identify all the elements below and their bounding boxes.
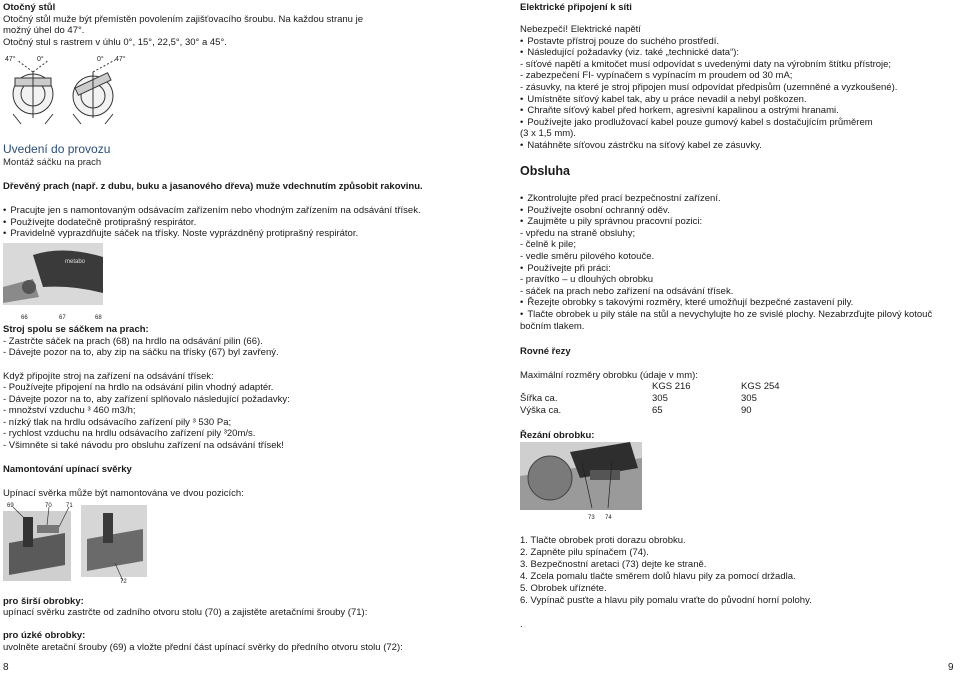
- extraction-line: - rychlost vzduchu na hrdlu odsávacího zařízení pily ³20m/s.: [3, 428, 256, 439]
- table-cell: Šířka ca.: [520, 393, 558, 404]
- table-cell: 65: [652, 405, 663, 416]
- angle-label: 47°: [5, 56, 16, 63]
- step-item: 1. Tlačte obrobek proti dorazu obrobku.: [520, 535, 686, 546]
- electrical-item: • Postavte přístroj pouze do suchého prostředí.: [520, 36, 719, 48]
- cutting-figure: [520, 442, 642, 522]
- angle-label: 47°: [115, 56, 126, 63]
- electrical-title: Elektrické připojení k síti: [520, 2, 632, 13]
- operation-item: • Používejte osobní ochranný oděv.: [520, 205, 670, 217]
- step-item: 2. Zapněte pilu spínačem (74).: [520, 547, 649, 558]
- electrical-item: - zabezpečení FI- vypínačem s vypínacím m proudem od 30 mA;: [520, 70, 793, 82]
- bag-mount-line: - Dávejte pozor na to, aby zip na sáčku na třísky (67) byl zavřený.: [3, 347, 279, 358]
- electrical-item: • Natáhněte síťovou zástrčku na síťový kabel ze zásuvky.: [520, 140, 762, 152]
- part-number: 70: [45, 503, 52, 509]
- part-number: 71: [66, 503, 73, 509]
- step-item: 4. Zcela pomalu tlačte směrem dolů hlavu pily za pomocí držadla.: [520, 571, 796, 582]
- rotary-text-line: Otočný stul s rastrem v úhlu 0°, 15°, 22,5°, 30° a 45°.: [3, 37, 227, 48]
- table-cell: 305: [652, 393, 668, 404]
- clamp-title: Namontování upínací svěrky: [3, 464, 132, 475]
- angle-label: 0°: [97, 56, 104, 63]
- operation-item: • Zaujměte u pily správnou pracovní pozici:: [520, 216, 702, 228]
- extraction-line: - Používejte připojení na hrdlo na odsávání pilin vhodný adaptér.: [3, 382, 274, 393]
- rotary-table-figure: [3, 52, 133, 132]
- bag-mount-title: Stroj spolu se sáčkem na prach:: [3, 324, 149, 335]
- extraction-line: - množství vzduchu ³ 460 m3/h;: [3, 405, 136, 416]
- extraction-line: - Všimněte si také návodu pro obsluhu zařízení na odsávání třísek!: [3, 440, 284, 451]
- rotary-table-title: Otočný stůl: [3, 2, 56, 13]
- startup-title: Uvedení do provozu: [3, 142, 111, 156]
- operation-item: - sáček na prach nebo zařízení na odsávání třísek.: [520, 285, 734, 297]
- extraction-line: Když připojíte stroj na zařízení na odsávání třísek:: [3, 371, 214, 382]
- part-number: 74: [605, 515, 612, 521]
- brand-logo: metabo: [65, 259, 86, 265]
- clamp-figure: [3, 503, 153, 585]
- part-number: 67: [59, 315, 66, 321]
- extraction-line: - Dávejte pozor na to, aby zařízení splňovalo následující požadavky:: [3, 394, 290, 405]
- straight-cuts-title: Rovné řezy: [520, 346, 571, 357]
- operation-item: - čelně k pile;: [520, 239, 576, 251]
- page-number-left: 8: [3, 662, 9, 673]
- part-number: 72: [120, 579, 127, 585]
- rotary-text-line: možný úhel do 47°.: [3, 25, 85, 36]
- step-item: 3. Bezpečnostní aretaci (73) dejte ke straně.: [520, 559, 707, 570]
- operation-item: - vpředu na straně obsluhy;: [520, 227, 636, 239]
- narrow-workpiece-title: pro úzké obrobky:: [3, 630, 86, 641]
- extraction-line: - nízký tlak na hrdlu odsávacího zařízení pily ³ 530 Pa;: [3, 417, 232, 428]
- trailing-dot: .: [520, 619, 523, 630]
- step-item: 5. Obrobek uříznéte.: [520, 583, 607, 594]
- wide-workpiece-text: upínací svěrku zastrčte od zadního otvoru stolu (70) a zajistěte aretačními šrouby (71):: [3, 607, 368, 618]
- clamp-intro: Upínací svěrka může být namontována ve dvou pozicích:: [3, 488, 244, 499]
- part-number: 69: [7, 503, 14, 509]
- dust-warning: Dřevěný prach (např. z dubu, buku a jasanového dřeva) muže vdechnutím způsobit rakovinu.: [3, 181, 423, 192]
- dust-bullet: • Používejte dodatečně protiprašný respirátor.: [3, 217, 196, 229]
- table-cell: 90: [741, 405, 752, 416]
- cutting-title: Řezání obrobku:: [520, 430, 595, 441]
- operation-item: • Používejte při práci:: [520, 263, 611, 275]
- dust-bullet: • Pravidelně vyprazdňujte sáček na třísky. Noste vyprázdněný protiprašný respirátor.: [3, 228, 358, 240]
- dust-bullet: • Pracujte jen s namontovaným odsávacím zařízením nebo vhodným zařízením na odsávání třísek.: [3, 205, 421, 217]
- electrical-item: • Umístněte síťový kabel tak, aby u práce nevadil a nebyl poškozen.: [520, 94, 807, 106]
- electrical-item: - síťové napětí a kmitočet musí odpovídat s uvedenými daty na výrobním štítku přístroje;: [520, 58, 892, 70]
- table-cell: 305: [741, 393, 757, 404]
- narrow-workpiece-text: uvolněte aretační šrouby (69) a vložte přední část upínací svěrky do předního otvoru stolu (72):: [3, 642, 403, 653]
- part-number: 73: [588, 515, 595, 521]
- operation-item: • Řezejte obrobky s takovými rozměry, které umožňují bezpečné zastavení pily.: [520, 297, 853, 309]
- electrical-item: • Používejte jako prodlužovací kabel pouze gumový kabel s dostačujícím průměrem: [520, 117, 873, 129]
- dimensions-title: Maximální rozměry obrobku (údaje v mm):: [520, 370, 698, 381]
- table-header: KGS 254: [741, 381, 780, 392]
- part-number: 68: [95, 315, 102, 321]
- operation-item: • Zkontrolujte před prací bezpečnostní zařízení.: [520, 193, 721, 205]
- table-cell: Výška ca.: [520, 405, 562, 416]
- operation-item: • Tlačte obrobek u pily stále na stůl a nevychylujte ho ze svislé plochy. Nezabrzďujte pilový kotouč: [520, 309, 932, 321]
- operation-item: - vedle směru pilového kotouče.: [520, 251, 655, 262]
- rotary-text-line: Otočný stůl muže být přemístěn povolením zajišťovacího šroubu. Na každou stranu je: [3, 14, 363, 25]
- startup-subtitle: Montáž sáčku na prach: [3, 157, 102, 168]
- electrical-item: • Následující požadavky (viz. také „technické data“):: [520, 47, 739, 59]
- angle-label: 0°: [37, 56, 44, 63]
- electrical-item: Nebezpečí! Elektrické napětí: [520, 24, 641, 35]
- electrical-item: • Chraňte síťový kabel před horkem, agresivní kapalinou a ostrými hranami.: [520, 105, 839, 117]
- electrical-item: (3 x 1,5 mm).: [520, 128, 576, 140]
- table-header: KGS 216: [652, 381, 691, 392]
- part-number: 66: [21, 315, 28, 321]
- page-number-right: 9: [948, 662, 954, 673]
- operation-item: bočním tlakem.: [520, 320, 585, 332]
- operation-title: Obsluha: [520, 164, 571, 178]
- dust-bag-figure: [3, 243, 103, 321]
- step-item: 6. Vypínač pusťte a hlavu pily pomalu vraťte do původní horní polohy.: [520, 595, 812, 606]
- bag-mount-line: - Zastrčte sáček na prach (68) na hrdlo na odsávání pilin (66).: [3, 336, 263, 347]
- electrical-item: - zásuvky, na které je stroj připojen musí odpovídat předpisům (uzemněné a vyzkoušené).: [520, 82, 898, 93]
- wide-workpiece-title: pro širší obrobky:: [3, 596, 84, 607]
- operation-item: - pravítko – u dlouhých obrobku: [520, 274, 654, 286]
